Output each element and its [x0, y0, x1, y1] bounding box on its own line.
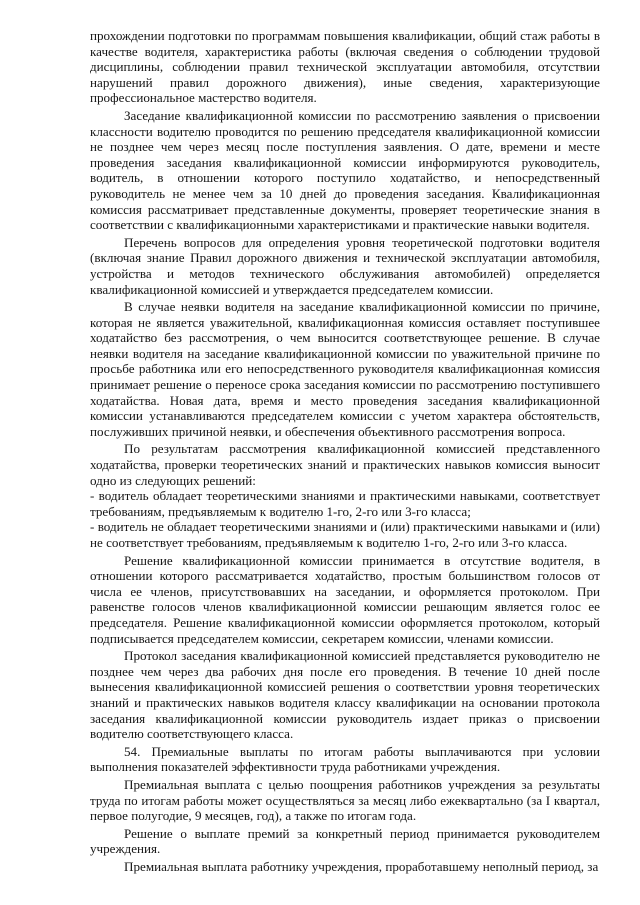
paragraph-non-attendance: В случае неявки водителя на заседание квалификационной комиссии по причине, которая не является уважительной, квалификационная комиссия оставляет поступившее ходатайство без рассмотрения, о чем выносится соответствующее решение. В случае неявки водителя на заседание квалификационной комиссии по уважительной причине по просьбе работника или его непосредственного руководителя квалификационная комиссия принимает решение о переносе срока заседания комиссии по рассмотрению поступившего ходатайства. Новая дата, время и место проведения заседания квалификационной комиссии устанавливаются председателем комиссии с учетом характера обстоятельств, послуживших причиной неявки, и обеспечения объективного рассмотрения вопроса. [90, 299, 600, 439]
paragraph-bonus-decision: Решение о выплате премий за конкретный период принимается руководителем учреждения. [90, 825, 600, 857]
paragraph-section-54: 54. Премиальные выплаты по итогам работы выплачиваются при условии выполнения показателей эффективности труда работниками учреждения. [90, 743, 600, 775]
list-item-decision-negative: - водитель не обладает теоретическими знаниями и (или) практическими навыками и (или) не соответствует требованиям, предъявляемым к водителю 1-го, 2-го или 3-го класса. [90, 519, 600, 550]
paragraph-partial-period: Премиальная выплата работнику учреждения, проработавшему неполный период, за [124, 858, 599, 874]
paragraph-continuation: прохождении подготовки по программам повышения квалификации, общий стаж работы в качестве водителя, характеристика работы (включая сведения о соблюдении трудовой дисциплины, соблюдении правил технической эксплуатации автомобиля, отсутствии нарушений правил дорожного движения), иные сведения, характеризующие профессиональное мастерство водителя. [90, 28, 600, 106]
paragraph-meeting-procedure: Заседание квалификационной комиссии по рассмотрению заявления о присвоении классности водителю проводится по решению председателя квалификационной комиссии не позднее чем через месяц после поступления заявления. О дате, времени и месте проведения заседания квалификационной комиссии информируются руководитель, водитель, в отношении которого поступило ходатайство, и непосредственный руководитель не менее чем за 10 дней до проведения заседания. Квалификационная комиссия рассматривает представленные документы, проверяет теоретические знания в соответствии с квалификационными характеристиками и практические навыки водителя. [90, 107, 600, 233]
paragraph-protocol: Протокол заседания квалификационной комиссией представляется руководителю не позднее чем через два рабочих дня после его проведения. В течение 10 дней после вынесения квалификационной комиссией решения о соответствии уровня теоретических знаний и практических навыков водителя классу квалификации на основании протокола заседания квалификационной комиссии руководитель издает приказ о присвоении водителю соответствующего класса. [90, 648, 600, 742]
list-item-decision-positive: - водитель обладает теоретическими знаниями и практическими навыками, соответствует требованиям, предъявляемым к водителю 1-го, 2-го или 3-го класса; [90, 488, 600, 519]
paragraph-bonus-period: Премиальная выплата с целью поощрения работников учреждения за результаты труда по итогам работы может осуществляться за месяц либо ежеквартально (за I квартал, первое полугодие, 9 месяцев, год), а также по итогам года. [90, 776, 600, 824]
paragraph-decision-voting: Решение квалификационной комиссии принимается в отсутствие водителя, в отношении которого рассматривается ходатайство, простым большинством голосов от числа ее членов, присутствовавших на заседании, и оформляется протоколом. При равенстве голосов членов квалификационной комиссии решающим является голос ее председателя. Решение квалификационной комиссии оформляется протоколом, который подписывается председателем комиссии, секретарем комиссии, членами комиссии. [90, 552, 600, 646]
paragraph-question-list: Перечень вопросов для определения уровня теоретической подготовки водителя (включая знание Правил дорожного движения и технической эксплуатации автомобиля, устройства и методов технического обслуживания автомобилей) определяется квалификационной комиссией и утверждается председателем комиссии. [90, 234, 600, 297]
paragraph-results: По результатам рассмотрения квалификационной комиссией представленного ходатайства, проверки теоретических знаний и практических навыков комиссия выносит одно из следующих решений: [90, 441, 600, 488]
